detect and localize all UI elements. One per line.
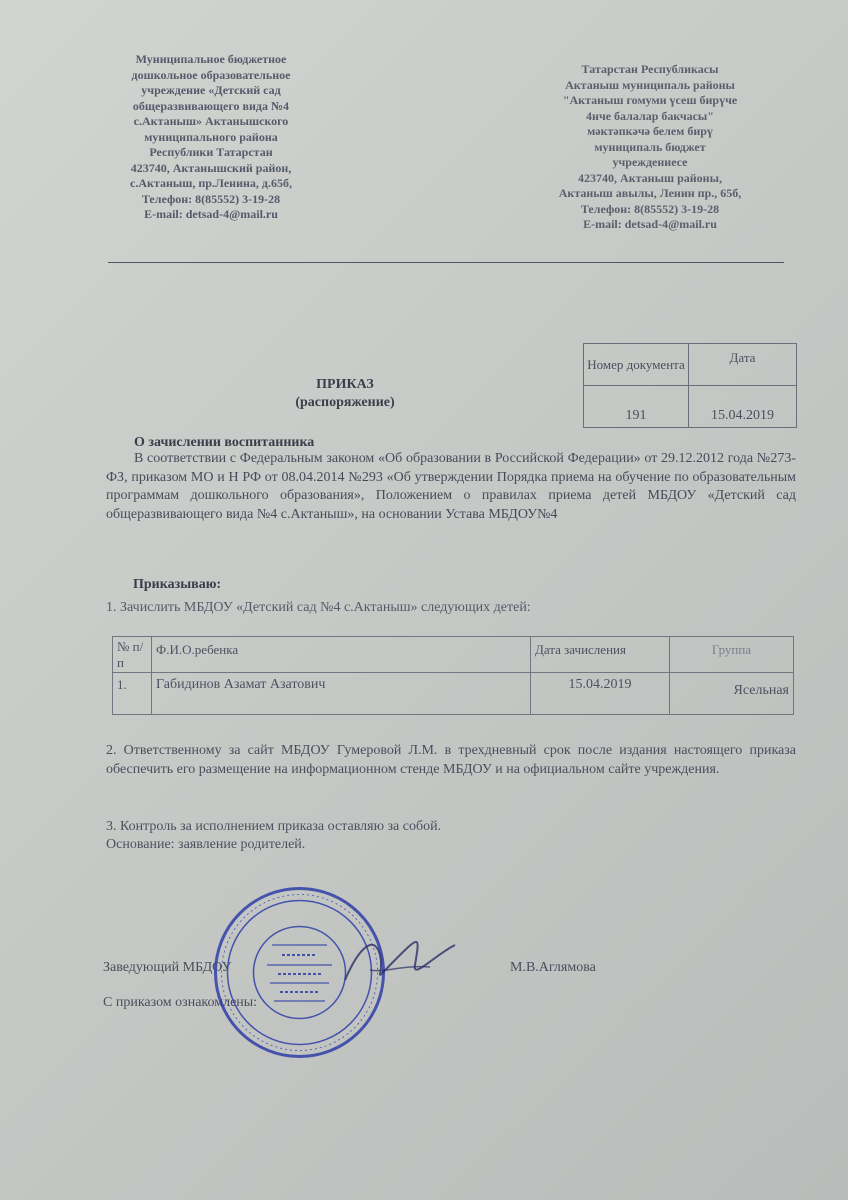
col-header-group: Группа bbox=[670, 637, 794, 673]
header-left-line: с.Актаныш» Актанышского bbox=[133, 114, 289, 128]
header-left-line: муниципального района bbox=[144, 129, 278, 144]
document-subtitle: (распоряжение) bbox=[295, 395, 395, 410]
order-item-1: 1. Зачислить МБДОУ «Детский сад №4 с.Актаныш» следующих детей: bbox=[106, 600, 531, 615]
handwritten-signature-icon bbox=[340, 925, 460, 995]
orders-label: Приказываю: bbox=[133, 577, 222, 592]
header-right-line: 4нче балалар бакчасы" bbox=[586, 108, 714, 123]
col-header-date: Дата зачисления bbox=[531, 637, 670, 673]
preamble-paragraph: В соответствии с Федеральным законом «Об образовании в Российской Федерации» от 29.12.2012 года №273-ФЗ, приказом МО и Н РФ от 08.04.2014 №293 «Об утверждении Порядка приема на обучение по образовательным программам дошкольного образования», Положением о правилах приема детей МБДОУ «Детский сад общеразвивающего вида №4 с.Актаныш», на основании Устава МБДОУ№4 bbox=[106, 451, 796, 522]
header-right-line: Татарстан Республикасы bbox=[581, 62, 719, 76]
header-left-line: Муниципальное бюджетное bbox=[135, 52, 287, 66]
header-right-line: "Актаныш гомуми үсеш бирүче bbox=[562, 93, 738, 107]
header-right-line: муниципаль бюджет bbox=[594, 139, 706, 154]
cell-group: Ясельная bbox=[670, 673, 794, 715]
basis-line: Основание: заявление родителей. bbox=[106, 837, 306, 852]
header-left-block bbox=[95, 52, 327, 223]
order-item-2: 2. Ответственному за сайт МБДОУ Гумеровой Л.М. в трехдневный срок после издания настоящего приказа обеспечить его размещение на информационном стенде МБДОУ и на официальном сайте учреждения. bbox=[106, 743, 796, 777]
header-left-line: 423740, Актанышский район, bbox=[130, 160, 292, 175]
header-left-line: Телефон: 8(85552) 3-19-28 bbox=[141, 191, 281, 206]
header-left-line: E-mail: detsad-4@mail.ru bbox=[144, 207, 278, 221]
header-divider bbox=[108, 262, 784, 263]
header-right-line: 423740, Актаныш районы, bbox=[578, 170, 722, 185]
signatory-position: Заведующий МБДОУ bbox=[103, 960, 232, 975]
header-left-line: дошкольное образовательное bbox=[131, 67, 291, 82]
number-header-cell: Номер документа bbox=[584, 344, 689, 386]
document-title-block bbox=[255, 376, 435, 412]
header-left-line: общеразвивающего вида №4 bbox=[132, 98, 290, 113]
header-left-line: Республики Татарстан bbox=[149, 145, 273, 159]
children-table bbox=[112, 636, 794, 715]
order-heading: О зачислении воспитанника bbox=[134, 435, 315, 450]
order-item-3: 3. Контроль за исполнением приказа оставляю за собой. bbox=[106, 819, 442, 834]
header-right-line: Актаныш муниципаль районы bbox=[565, 77, 735, 92]
header-right-line: учреждениесе bbox=[612, 155, 688, 169]
header-right-line: Телефон: 8(85552) 3-19-28 bbox=[580, 201, 720, 216]
table-row bbox=[113, 673, 794, 715]
document-number-table bbox=[583, 343, 797, 428]
acquainted-line: С приказом ознакомлены: bbox=[103, 995, 258, 1010]
cell-date: 15.04.2019 bbox=[531, 673, 670, 715]
cell-number: 1. bbox=[113, 673, 152, 715]
header-right-line: мәктәпкәчә белем бирү bbox=[587, 124, 713, 138]
header-left-line: учреждение «Детский сад bbox=[141, 83, 281, 97]
header-right-line: Актаныш авылы, Ленин пр., 65б, bbox=[558, 186, 742, 200]
document-title: ПРИКАЗ bbox=[316, 377, 374, 392]
number-cell: 191 bbox=[584, 386, 689, 428]
signatory-name: М.В.Аглямова bbox=[510, 960, 596, 975]
col-header-name: Ф.И.О.ребенка bbox=[152, 637, 531, 673]
order-item-3-block bbox=[106, 818, 441, 854]
date-header-cell: Дата bbox=[689, 344, 797, 386]
header-left-line: с.Актаныш, пр.Ленина, д.65б, bbox=[130, 176, 292, 190]
header-right-block bbox=[525, 62, 775, 233]
date-cell: 15.04.2019 bbox=[689, 386, 797, 428]
col-header-number: № п/п bbox=[113, 637, 152, 673]
cell-name: Габидинов Азамат Азатович bbox=[152, 673, 531, 715]
header-right-line: E-mail: detsad-4@mail.ru bbox=[583, 217, 717, 231]
